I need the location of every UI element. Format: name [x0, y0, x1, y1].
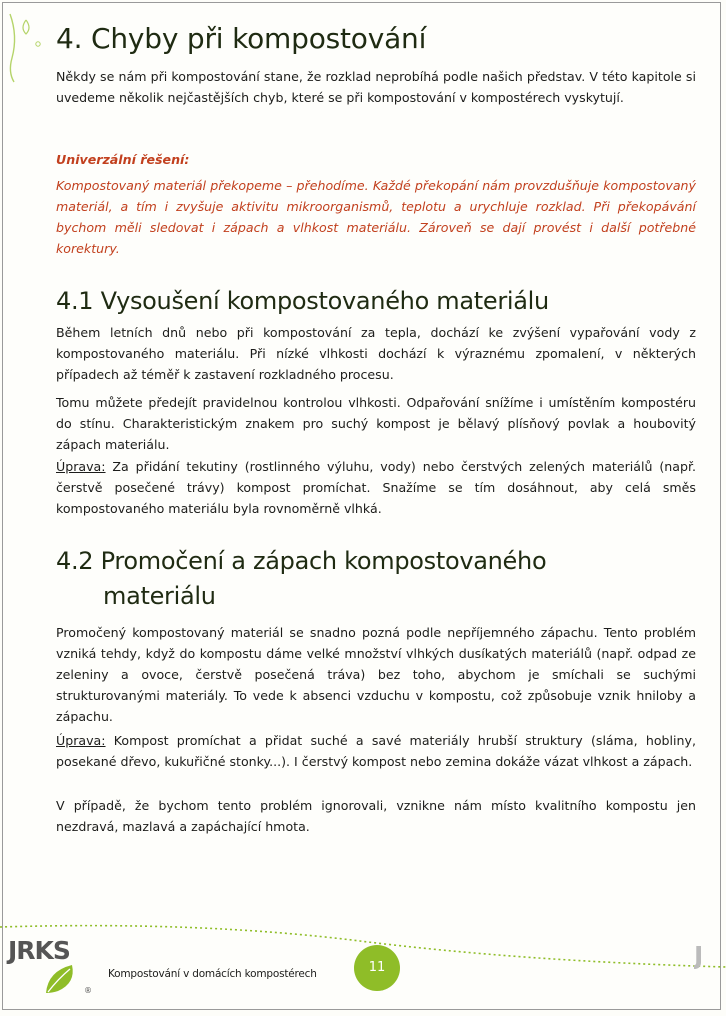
section-4-2-fix-paragraph — [56, 730, 696, 772]
universal-solution-label: Univerzální řešení: — [56, 152, 190, 167]
jrk-logo-partial-icon — [694, 938, 724, 978]
universal-solution-text: Kompostovaný materiál překopeme – přehodíme. Každé překopání nám provzdušňuje kompostovaný materiál, a tím i zvyšuje aktivitu mikroorganismů, teplotu a urychluje rozklad. Při překopávání bychom měli sledovat i zápach a vlhkost materiálu. Zároveň se dají provést i další potřebné korektury. — [56, 178, 696, 256]
page-number-badge: 11 — [354, 945, 400, 991]
fix-label: Úprava: — [56, 733, 106, 748]
fix-text: Za přidání tekutiny (rostlinného výluhu, vody) nebo čerstvých zelených materiálů (např. čerstvě posečené trávy) kompost promíchat. Snažíme se tím dosáhnout, aby celá směs kompostovaného materiálu byla rovnoměrně vlhká. — [56, 459, 696, 516]
section-4-2-heading-line-2: materiálu — [103, 582, 216, 610]
section-4-2-paragraph-3: V případě, že bychom tento problém ignorovali, vznikne nám místo kvalitního kompostu jen nezdravá, mazlavá a zapáchající hmota. — [56, 798, 696, 834]
section-4-1-heading: 4.1 Vysoušení kompostovaného materiálu — [56, 287, 549, 315]
svg-text:J: J — [694, 941, 704, 970]
section-4-2-paragraph-1: Promočený kompostovaný materiál se snadno pozná podle nepříjemného zápachu. Tento problém vzniká tehdy, když do kompostu dáme velké množství vlhkých dusíkatých materiálů (např. odpad ze zeleniny a ovoce, čerstvě posečená tráva) bez toho, abychom je smíchali se suchými strukturovanými materiály. To vede k absenci vzduchu v kompostu, což způsobuje vznik hniloby a zápachu. — [56, 625, 696, 724]
jrk-logo — [6, 935, 102, 997]
logo-text: JRKS — [8, 936, 70, 965]
footer-publication-title: Kompostování v domácích kompostérech — [108, 968, 317, 980]
logo-registered-mark: ® — [84, 986, 92, 995]
section-4-1-fix-paragraph — [56, 456, 696, 519]
intro-paragraph: Někdy se nám při kompostování stane, že rozklad neprobíhá podle našich představ. V této kapitole si uvedeme několik nejčastějších chyb, které se při kompostování v kompostérech vyskytují. — [56, 69, 696, 105]
fix-label: Úprava: — [56, 459, 106, 474]
page-title: 4. Chyby při kompostování — [56, 22, 427, 55]
section-4-2-heading: 4.2 Promočení a zápach kompostovaného — [56, 547, 547, 575]
fix-text: Kompost promíchat a přidat suché a savé materiály hrubší struktury (sláma, hobliny, posekané dřevo, kukuřičné stonky...). I čerstvý kompost nebo zemina dokáže vázat vlhkost a zápach. — [56, 733, 696, 769]
section-4-1-paragraph-2: Tomu můžete předejít pravidelnou kontrolou vlhkosti. Odpařování snížíme i umístěním kompostéru do stínu. Charakteristickým znakem pro suchý kompost je bělavý plísňový povlak a houbovitý zápach materiálu. — [56, 395, 696, 452]
corner-doodle-decoration — [4, 6, 48, 86]
section-4-1-paragraph-1: Během letních dnů nebo při kompostování za tepla, dochází ke zvýšení vypařování vody z kompostovaného materiálu. Při nízké vlhkosti dochází k výraznému zpomalení, v některých případech až téměř k zastavení rozkladného procesu. — [56, 325, 696, 382]
